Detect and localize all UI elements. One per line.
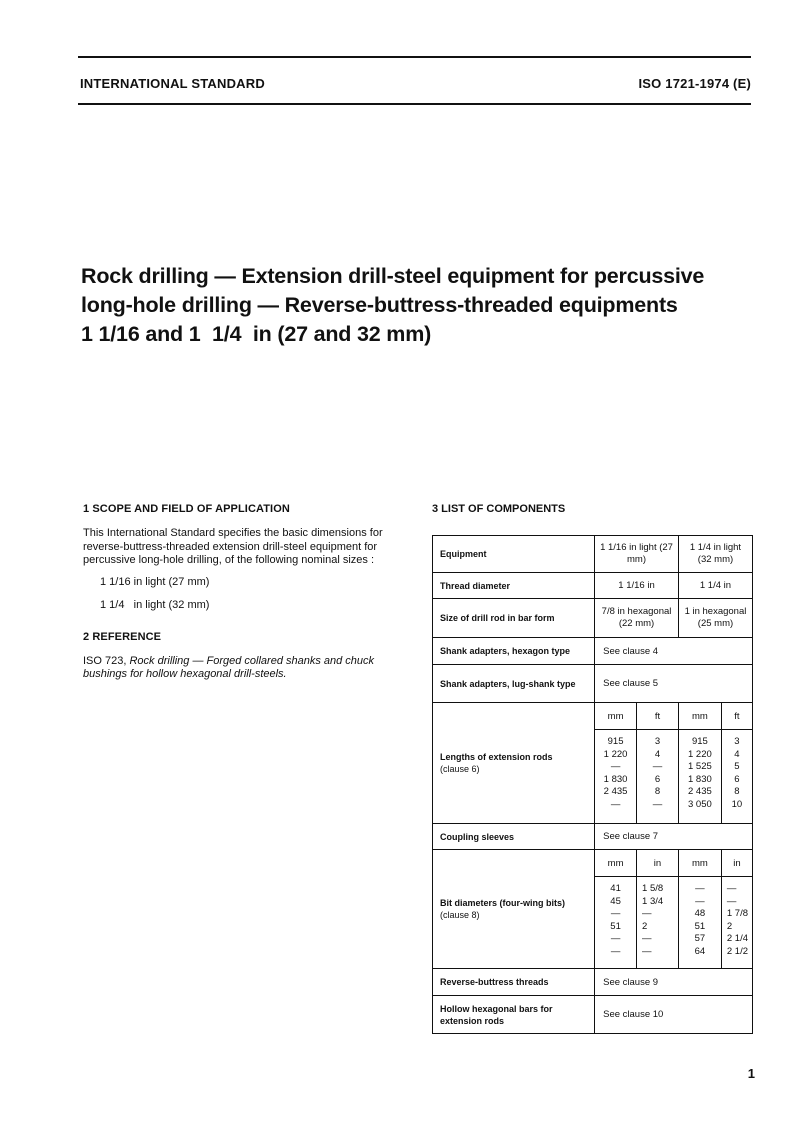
lengths-unit: mm: [595, 703, 637, 730]
equipment-col2: 1 1/4 in light (32 mm): [678, 536, 752, 573]
lengths-col1-ft: 3 4 — 6 8 —: [637, 730, 679, 824]
lengths-col2-mm: 915 1 220 1 525 1 830 2 435 3 050: [678, 730, 721, 824]
reference-title: Rock drilling — Forged collared shanks and chuck bushings for hollow hexagonal drill-steels.: [83, 654, 375, 680]
table-row: [433, 996, 753, 1034]
table-row: [433, 703, 753, 730]
bit-col2-in: — — 1 7/8 2 2 1/4 2 1/2: [721, 877, 752, 969]
hollow-bars-label: Hollow hexagonal bars for extension rods: [433, 996, 595, 1034]
thread-diameter-col1: 1 1/16 in: [595, 573, 679, 599]
bit-clause: (clause 8): [440, 910, 480, 920]
reference-number: ISO 723,: [83, 654, 127, 667]
sizes-list: [100, 576, 405, 613]
header-left: INTERNATIONAL STANDARD: [80, 76, 265, 91]
bit-col2-mm: — — 48 51 57 64: [678, 877, 721, 969]
lengths-label-cell: [433, 703, 595, 824]
bit-label-cell: [433, 850, 595, 969]
lengths-unit: mm: [678, 703, 721, 730]
lengths-label: Lengths of extension rods: [440, 752, 553, 762]
table-row: [433, 824, 753, 850]
components-heading: 3 LIST OF COMPONENTS: [432, 503, 566, 515]
lengths-clause: (clause 6): [440, 764, 480, 774]
table-row: [433, 536, 753, 573]
header-right: ISO 1721-1974 (E): [638, 76, 751, 91]
bit-unit: mm: [678, 850, 721, 877]
title-line-2: long-hole drilling — Reverse-buttress-threaded equipments: [81, 293, 678, 317]
coupling-label: Coupling sleeves: [433, 824, 595, 850]
scope-heading: 1 SCOPE AND FIELD OF APPLICATION: [83, 503, 290, 515]
table-row: [433, 599, 753, 638]
drill-rod-size-label: Size of drill rod in bar form: [433, 599, 595, 638]
shank-lug-value: See clause 5: [595, 665, 753, 703]
equipment-col1: 1 1/16 in light (27 mm): [595, 536, 679, 573]
table-row: [433, 665, 753, 703]
bit-unit: in: [721, 850, 752, 877]
bit-unit: mm: [595, 850, 637, 877]
left-column: [83, 503, 405, 682]
bit-unit: in: [637, 850, 679, 877]
table-row: [433, 969, 753, 996]
bit-label: Bit diameters (four-wing bits): [440, 898, 566, 908]
reference-heading: 2 REFERENCE: [83, 630, 162, 643]
size-item: 1 1/16 in light (27 mm): [100, 575, 210, 588]
threads-label: Reverse-buttress threads: [433, 969, 595, 996]
hollow-bars-value: See clause 10: [595, 996, 753, 1034]
table-row: [433, 850, 753, 877]
document-title: [81, 262, 761, 349]
bit-col1-in: 1 5/8 1 3/4 — 2 — —: [637, 877, 679, 969]
coupling-value: See clause 7: [595, 824, 753, 850]
drill-rod-size-col2: 1 in hexagonal (25 mm): [678, 599, 752, 638]
table-row: [433, 638, 753, 665]
header-top-rule: [78, 56, 751, 58]
bit-col1-mm: 41 45 — 51 — —: [595, 877, 637, 969]
shank-hexagon-value: See clause 4: [595, 638, 753, 665]
reference-text: [83, 655, 405, 682]
header-bottom-rule: [78, 103, 751, 105]
components-table: [432, 535, 753, 1034]
title-line-1: Rock drilling — Extension drill-steel equipment for percussive: [81, 264, 705, 288]
shank-hexagon-label: Shank adapters, hexagon type: [433, 638, 595, 665]
scope-text: This International Standard specifies the basic dimensions for reverse-buttress-threaded extension drill-steel equipment for percussive long-hole drilling, of the following nominal sizes :: [83, 527, 383, 566]
lengths-col2-ft: 3 4 5 6 8 10: [721, 730, 752, 824]
drill-rod-size-col1: 7/8 in hexagonal (22 mm): [595, 599, 679, 638]
equipment-label: Equipment: [433, 536, 595, 573]
thread-diameter-label: Thread diameter: [433, 573, 595, 599]
threads-value: See clause 9: [595, 969, 753, 996]
title-line-3: 1 1/16 and 1 1/4 in (27 and 32 mm): [81, 322, 432, 346]
table-row: [433, 573, 753, 599]
shank-lug-label: Shank adapters, lug-shank type: [433, 665, 595, 703]
lengths-col1-mm: 915 1 220 — 1 830 2 435 —: [595, 730, 637, 824]
page-number: 1: [747, 1066, 755, 1081]
lengths-unit: ft: [637, 703, 679, 730]
thread-diameter-col2: 1 1/4 in: [678, 573, 752, 599]
size-item: 1 1/4 in light (32 mm): [100, 599, 210, 611]
lengths-unit: ft: [721, 703, 752, 730]
